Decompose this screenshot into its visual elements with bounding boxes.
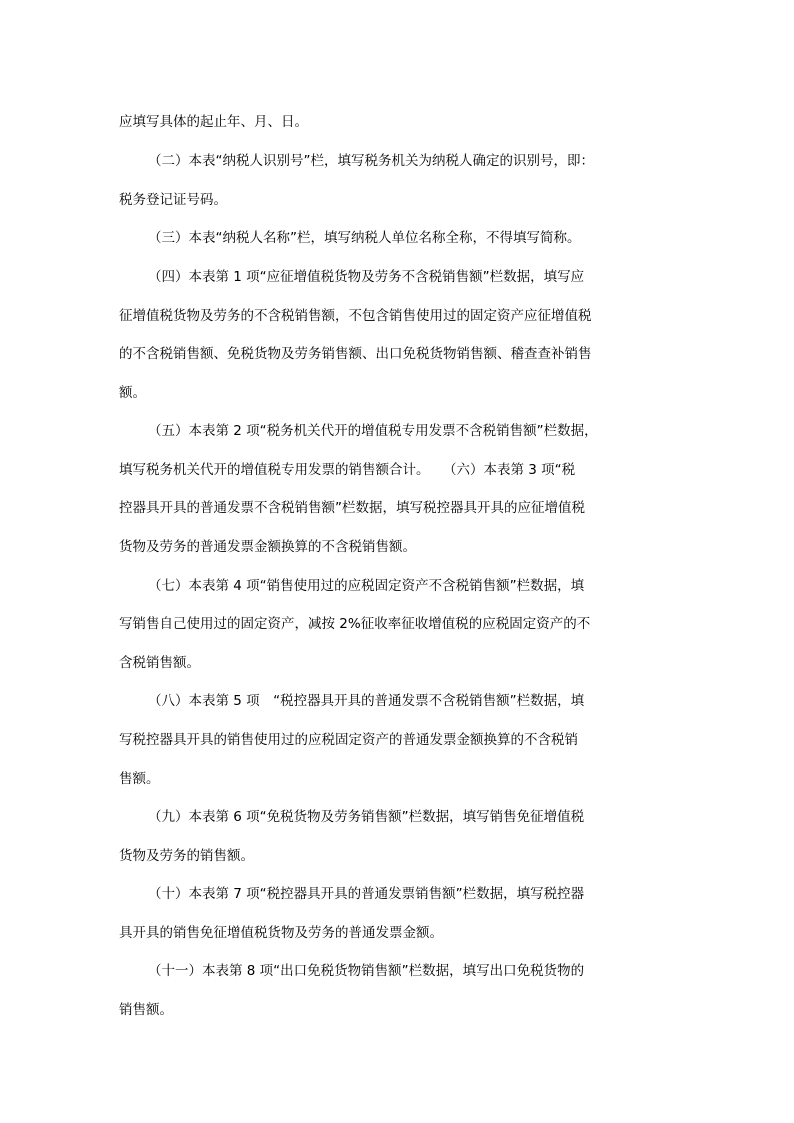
text-line: 销售额。 [119,1002,173,1018]
text-line: （七）本表第 4 项“销售使用过的应税固定资产不含税销售额”栏数据，填 [148,578,585,594]
text-line: （三）本表“纳税人名称”栏，填写纳税人单位名称全称，不得填写简称。 [148,230,581,246]
text-line: 货物及劳务的普通发票金额换算的不含税销售额。 [119,539,416,555]
text-line: （五）本表第 2 项“税务机关代开的增值税专用发票不含税销售额”栏数据， [148,423,598,439]
text-line: （二）本表“纳税人识别号”栏，填写税务机关为纳税人确定的识别号，即： [148,153,594,169]
text-line: （十）本表第 7 项“税控器具开具的普通发票销售额”栏数据，填写税控器 [148,886,585,902]
text-line: 货物及劳务的销售额。 [119,848,254,864]
text-line: （四）本表第 1 项“应征增值税货物及劳务不含税销售额”栏数据，填写应 [148,269,585,285]
text-line: 填写税务机关代开的增值税专用发票的销售额合计。 （六）本表第 3 项“税 [119,462,576,478]
text-line: 写税控器具开具的销售使用过的应税固定资产的普通发票金额换算的不含税销 [119,732,578,748]
text-line: 售额。 [119,771,160,787]
text-line: 额。 [119,385,146,401]
text-line: 应填写具体的起止年、月、日。 [119,114,308,130]
text-line: （八）本表第 5 项 “税控器具开具的普通发票不含税销售额”栏数据，填 [148,693,585,709]
text-line: 控器具开具的普通发票不含税销售额”栏数据，填写税控器具开具的应征增值税 [119,500,585,516]
text-line: 具开具的销售免征增值税货物及劳务的普通发票金额。 [119,925,443,941]
text-line: 税务登记证号码。 [119,192,227,208]
text-line: 的不含税销售额、免税货物及劳务销售额、出口免税货物销售额、稽查查补销售 [119,346,592,362]
text-line: 写销售自己使用过的固定资产，减按 2%征收率征收增值税的应税固定资产的不 [119,616,591,632]
text-line: （十一）本表第 8 项“出口免税货物销售额”栏数据，填写出口免税货物的 [148,963,585,979]
text-line: 征增值税货物及劳务的不含税销售额，不包含销售使用过的固定资产应征增值税 [119,308,592,324]
text-line: （九）本表第 6 项“免税货物及劳务销售额”栏数据，填写销售免征增值税 [148,809,585,825]
text-line: 含税销售额。 [119,655,200,671]
